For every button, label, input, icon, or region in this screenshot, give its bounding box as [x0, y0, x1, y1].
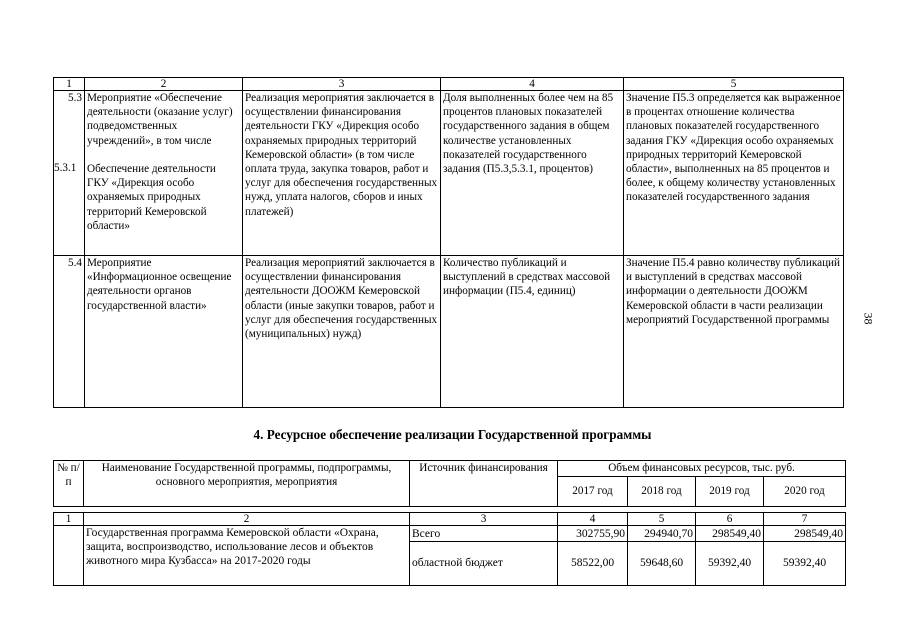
col-num-4: 4: [558, 513, 628, 526]
row-number: 5.4: [54, 256, 85, 408]
col-num-5: 5: [628, 513, 696, 526]
source-total: Всего: [410, 526, 558, 542]
col-num-5: 5: [624, 78, 844, 91]
header-volume: Объем финансовых ресурсов, тыс. руб.: [558, 461, 846, 477]
col-num-3: 3: [243, 78, 441, 91]
section-heading: 4. Ресурсное обеспечение реализации Государственной программы: [253, 427, 652, 442]
value-2018: 59648,60: [628, 542, 696, 586]
header-source: Источник финансирования: [410, 461, 558, 507]
measure-name-cell: [85, 91, 243, 256]
col-num-2: 2: [84, 513, 410, 526]
indicator-name: Доля выполненных более чем на 85 процентов плановых показателей государственного задания в общем количестве установленных показателей государственного задания (П5.3,5.3.1, процентов): [441, 91, 624, 256]
program-name: Государственная программа Кемеровской области «Охрана, защита, воспроизводство, использование лесов и объектов животного мира Кузбасса» на 2017-2020 годы: [84, 526, 410, 586]
row-number-cell: [54, 91, 85, 256]
table-row: [54, 91, 844, 256]
year-2020: 2020 год: [764, 477, 846, 507]
measure-name: Обеспечение деятельности ГКУ «Дирекция особо охраняемых природных территорий Кемеровской области»: [87, 163, 216, 232]
col-num-6: 6: [696, 513, 764, 526]
col-num-7: 7: [764, 513, 846, 526]
year-2018: 2018 год: [628, 477, 696, 507]
col-num-1: 1: [54, 513, 84, 526]
value-2019: 59392,40: [696, 542, 764, 586]
column-number-row: [54, 78, 844, 91]
value-2017: 58522,00: [558, 542, 628, 586]
indicators-table: [53, 77, 844, 408]
measure-description: Реализация мероприятий заключается в осуществлении финансирования деятельности ДООЖМ Кемеровской области (иные закупки товаров, работ и услуг для обеспечения государственных (муниципальных) нужд): [243, 256, 441, 408]
row-number: 5.3.1: [54, 162, 77, 175]
column-number-row: [54, 513, 846, 526]
col-num-4: 4: [441, 78, 624, 91]
col-num-2: 2: [85, 78, 243, 91]
table-row: [54, 256, 844, 408]
year-2017: 2017 год: [558, 477, 628, 507]
resources-table: [53, 460, 846, 586]
table-row: [54, 526, 846, 542]
header-name: Наименование Государственной программы, подпрограммы, основного мероприятия, мероприятия: [84, 461, 410, 507]
col-num-3: 3: [410, 513, 558, 526]
indicator-method: Значение П5.4 равно количеству публикаций и выступлений в средствах массовой информации о деятельности ДООЖМ Кемеровской области в части реализации мероприятий Государственной программы: [624, 256, 844, 408]
indicator-name: Количество публикаций и выступлений в средствах массовой информации (П5.4, единиц): [441, 256, 624, 408]
value-2020: 59392,40: [764, 542, 846, 586]
measure-name: Мероприятие «Информационное освещение деятельности органов государственной власти»: [85, 256, 243, 408]
source-regional: областной бюджет: [410, 542, 558, 586]
measure-name: Мероприятие «Обеспечение деятельности (оказание услуг) подведомственных учреждений», в том числе: [87, 92, 233, 147]
measure-description: Реализация мероприятия заключается в осуществлении финансирования деятельности ГКУ «Дирекция особо охраняемых природных территорий Кемеровской области» (в том числе оплата труда, закупка товаров, работ и услуг для обеспечения государственных нужд, уплата налогов, сборов и иных платежей): [243, 91, 441, 256]
col-num-1: 1: [54, 78, 85, 91]
page-number: 38: [861, 312, 876, 325]
header-row: [54, 461, 846, 477]
value-2018: 294940,70: [628, 526, 696, 542]
indicator-method: Значение П5.3 определяется как выраженное в процентах отношение количества плановых показателей государственного задания ГКУ «Дирекция особо охраняемых природных территорий Кемеровской области», выполненных на 85 процентов и более, к общему количеству установленных показателей государственного задания: [624, 91, 844, 256]
year-2019: 2019 год: [696, 477, 764, 507]
value-2019: 298549,40: [696, 526, 764, 542]
header-number: № п/п: [54, 461, 84, 507]
row-number: 5.3: [68, 92, 82, 104]
value-2017: 302755,90: [558, 526, 628, 542]
value-2020: 298549,40: [764, 526, 846, 542]
